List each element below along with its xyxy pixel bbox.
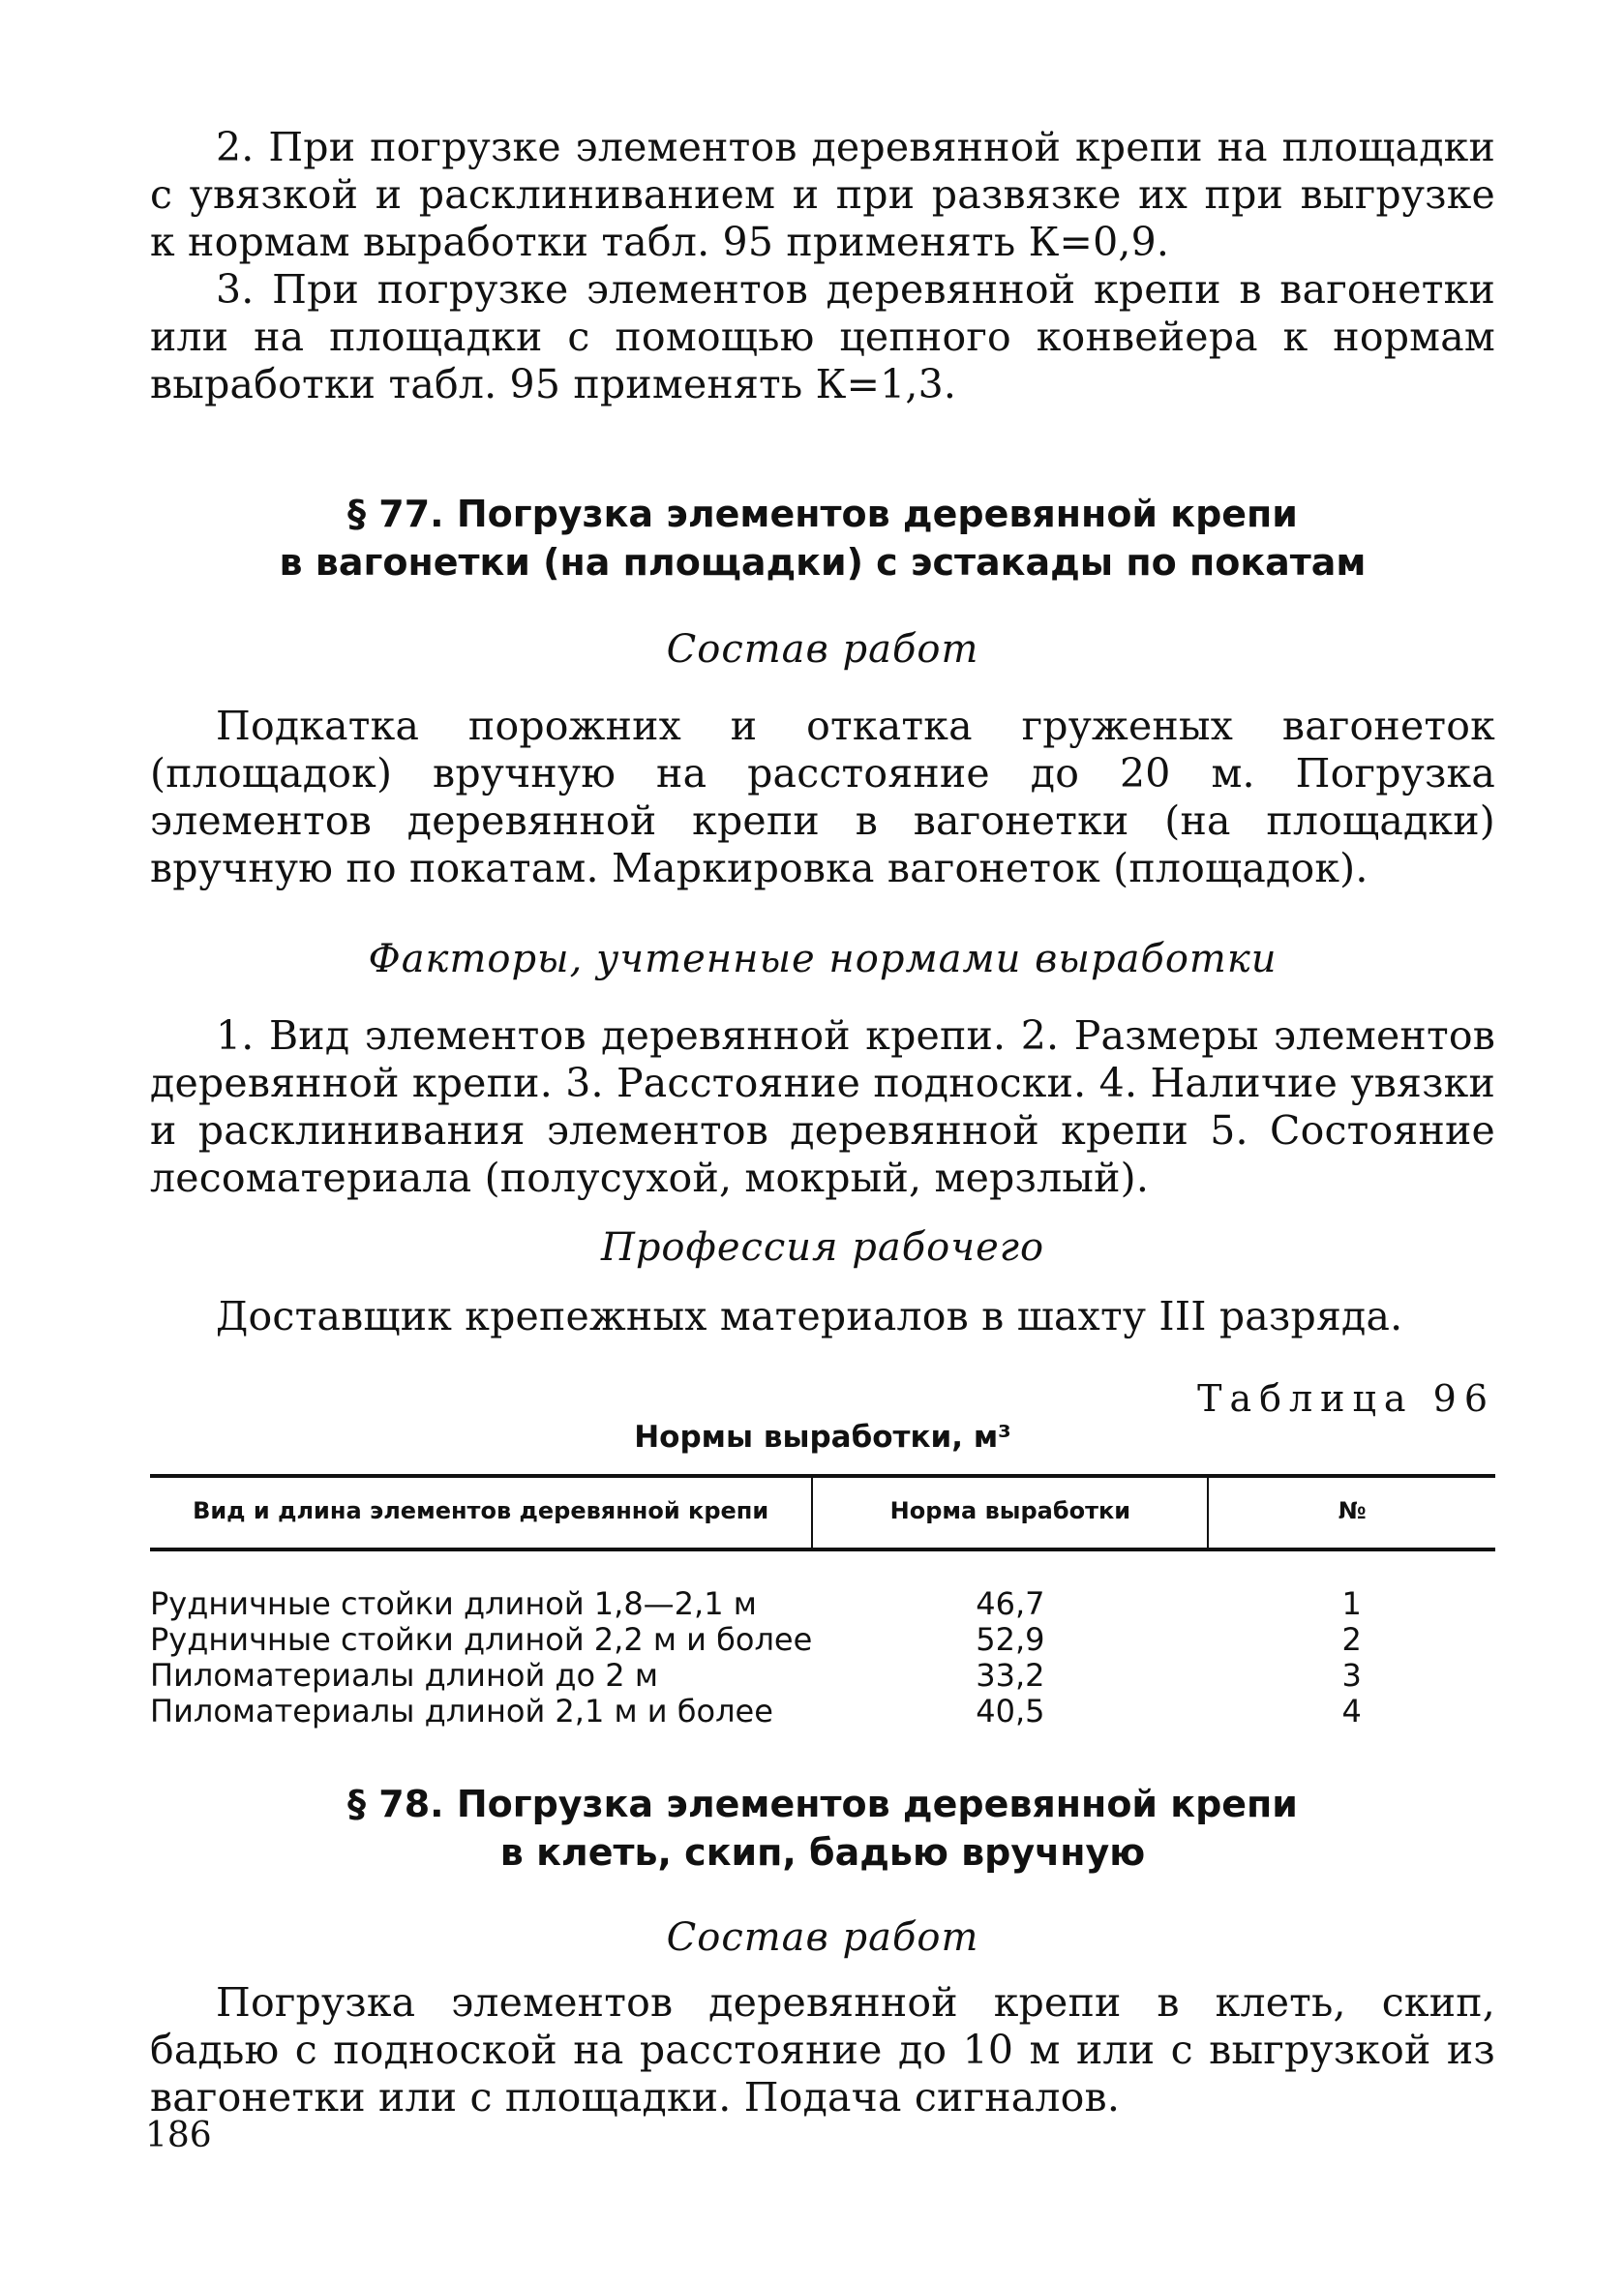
cell-norm: 40,5 (976, 1693, 1045, 1730)
page-number: 186 (145, 2116, 212, 2155)
cell-element-type: Рудничные стойки длиной 1,8—2,1 м (150, 1585, 757, 1622)
section-78 (150, 1780, 1495, 2121)
table-96-title: Нормы выработки, м³ (634, 1420, 1011, 1455)
cell-number: 1 (1341, 1585, 1362, 1622)
cell-element-type: Рудничные стойки длиной 2,2 м и более (150, 1621, 813, 1658)
section-78-title-line1: § 78. Погрузка элементов деревянной крепи (347, 1783, 1298, 1825)
table-header-row (150, 1476, 1495, 1549)
section-78-title-line2: в клеть, скип, бадью вручную (499, 1831, 1146, 1874)
table-row (150, 1694, 1495, 1730)
document-page (150, 124, 1495, 2121)
section-78-composition-heading: Состав работ (666, 1915, 979, 1960)
table-row (150, 1658, 1495, 1694)
cell-norm: 52,9 (976, 1621, 1045, 1658)
header-norm: Норма выработки (812, 1476, 1208, 1549)
norms-table (150, 1474, 1495, 1730)
cell-number: 3 (1341, 1657, 1362, 1694)
section-77-factors-heading: Факторы, учтенные нормами выработки (368, 937, 1278, 981)
section-77-profession-text: Доставщик крепежных материалов в шахту III разряда. (216, 1293, 1403, 1339)
cell-number: 4 (1341, 1693, 1362, 1730)
table-96 (150, 1379, 1495, 1730)
section-77 (150, 490, 1495, 1340)
section-77-title-line2: в вагонетки (на площадки) с эстакады по покатам (279, 541, 1367, 584)
note-2: 2. При погрузке элементов деревянной крепи на площадки с увязкой и расклиниванием и при развязке их при выгрузке к нормам выработки табл. 95 применять К=0,9. (150, 124, 1495, 265)
section-77-composition-text: Подкатка порожних и откатка груженых вагонеток (площадок) вручную на расстояние до 20 м. Погрузка элементов деревянной крепи в вагонетки (на площадки) вручную по покатам. Маркировка вагонеток (площадок). (150, 703, 1495, 891)
table-row (150, 1622, 1495, 1658)
header-number: № (1208, 1476, 1495, 1549)
cell-element-type: Пиломатериалы длиной до 2 м (150, 1657, 658, 1694)
cell-element-type: Пиломатериалы длиной 2,1 м и более (150, 1693, 773, 1730)
cell-norm: 46,7 (976, 1585, 1045, 1622)
note-3: 3. При погрузке элементов деревянной крепи в вагонетки или на площадки с помощью цепного конвейера к нормам выработки табл. 95 применять К=1,3. (150, 266, 1495, 407)
section-77-factors-text: 1. Вид элементов деревянной крепи. 2. Размеры элементов деревянной крепи. 3. Расстояние подноски. 4. Наличие увязки и расклинивания элементов деревянной крепи 5. Состояние лесоматериала (полусухой, мокрый, мерзлый). (150, 1012, 1495, 1201)
section-77-composition-heading: Состав работ (666, 627, 979, 672)
table-96-label: Таблица 96 (1197, 1377, 1495, 1420)
table-row (150, 1549, 1495, 1622)
cell-norm: 33,2 (976, 1657, 1045, 1694)
section-78-composition-text: Погрузка элементов деревянной крепи в клеть, скип, бадью с подноской на расстояние до 10 м или с выгрузкой из вагонетки или с площадки. Подача сигналов. (150, 1979, 1495, 2121)
section-77-profession-heading: Профессия рабочего (600, 1225, 1045, 1270)
section-77-title-line1: § 77. Погрузка элементов деревянной крепи (347, 493, 1298, 535)
cell-number: 2 (1341, 1621, 1362, 1658)
header-element-type: Вид и длина элементов деревянной крепи (150, 1476, 812, 1549)
